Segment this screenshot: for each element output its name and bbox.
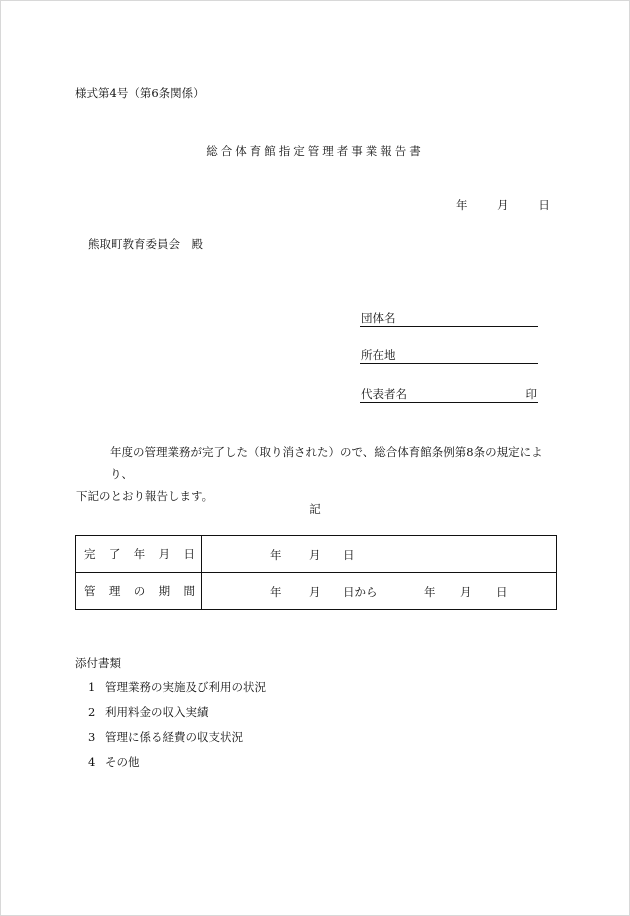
completion-year: 年 <box>270 548 282 562</box>
label-char: 了 <box>108 547 121 561</box>
date-line <box>456 197 550 213</box>
list-item <box>88 679 266 695</box>
date-month: 月 <box>497 198 509 212</box>
representative-field[interactable] <box>360 386 538 403</box>
attachment-text: その他 <box>105 755 140 769</box>
label-char: 日 <box>183 547 195 561</box>
attachment-text: 利用料金の収入実績 <box>105 705 209 719</box>
management-period-value[interactable] <box>202 573 557 610</box>
attachment-text: 管理に係る経費の収支状況 <box>105 730 243 744</box>
period-end-month: 月 <box>460 585 472 599</box>
attachments-heading: 添付書類 <box>75 656 121 670</box>
management-period-label <box>76 573 202 610</box>
attachment-number: 4 <box>88 755 96 769</box>
body-line-2: 下記のとおり報告します。 <box>76 489 214 503</box>
completion-date-label <box>76 536 202 573</box>
table-row <box>76 536 557 573</box>
representative-label: 代表者名 <box>361 387 407 401</box>
list-item <box>88 729 243 745</box>
organization-label: 団体名 <box>361 311 396 325</box>
period-end-year: 年 <box>424 585 436 599</box>
list-item <box>88 754 140 770</box>
date-day: 日 <box>538 198 550 212</box>
period-start-month: 月 <box>309 585 321 599</box>
note-heading: 記 <box>309 502 321 516</box>
table-row <box>76 573 557 610</box>
attachment-text: 管理業務の実施及び利用の状況 <box>105 680 266 694</box>
addressee: 熊取町教育委員会 殿 <box>88 237 203 251</box>
completion-date-value[interactable] <box>202 536 557 573</box>
address-label: 所在地 <box>361 348 396 362</box>
label-char: 間 <box>183 584 195 598</box>
report-table <box>75 535 557 610</box>
seal-mark: 印 <box>525 387 537 401</box>
body-line-1: 年度の管理業務が完了した（取り消された）ので、総合体育館条例第8条の規定により、 <box>110 445 543 481</box>
document-title: 総合体育館指定管理者事業報告書 <box>206 144 424 158</box>
list-item <box>88 704 209 720</box>
label-char: 管 <box>84 584 96 598</box>
label-char: の <box>133 584 146 598</box>
organization-field[interactable] <box>360 310 538 327</box>
attachment-number: 1 <box>88 680 96 694</box>
report-body <box>76 441 558 507</box>
period-start-day: 日から <box>343 585 378 599</box>
label-char: 年 <box>133 547 146 561</box>
completion-day: 日 <box>343 548 355 562</box>
address-field[interactable] <box>360 347 538 364</box>
date-year: 年 <box>456 198 468 212</box>
label-char: 期 <box>158 584 171 598</box>
label-char: 月 <box>158 547 171 561</box>
completion-month: 月 <box>309 548 321 562</box>
attachment-number: 2 <box>88 705 96 719</box>
label-char: 理 <box>108 584 121 598</box>
period-start-year: 年 <box>270 585 282 599</box>
attachment-number: 3 <box>88 730 96 744</box>
label-char: 完 <box>84 547 96 561</box>
period-end-day: 日 <box>496 585 508 599</box>
form-number: 様式第4号（第6条関係） <box>75 86 205 100</box>
